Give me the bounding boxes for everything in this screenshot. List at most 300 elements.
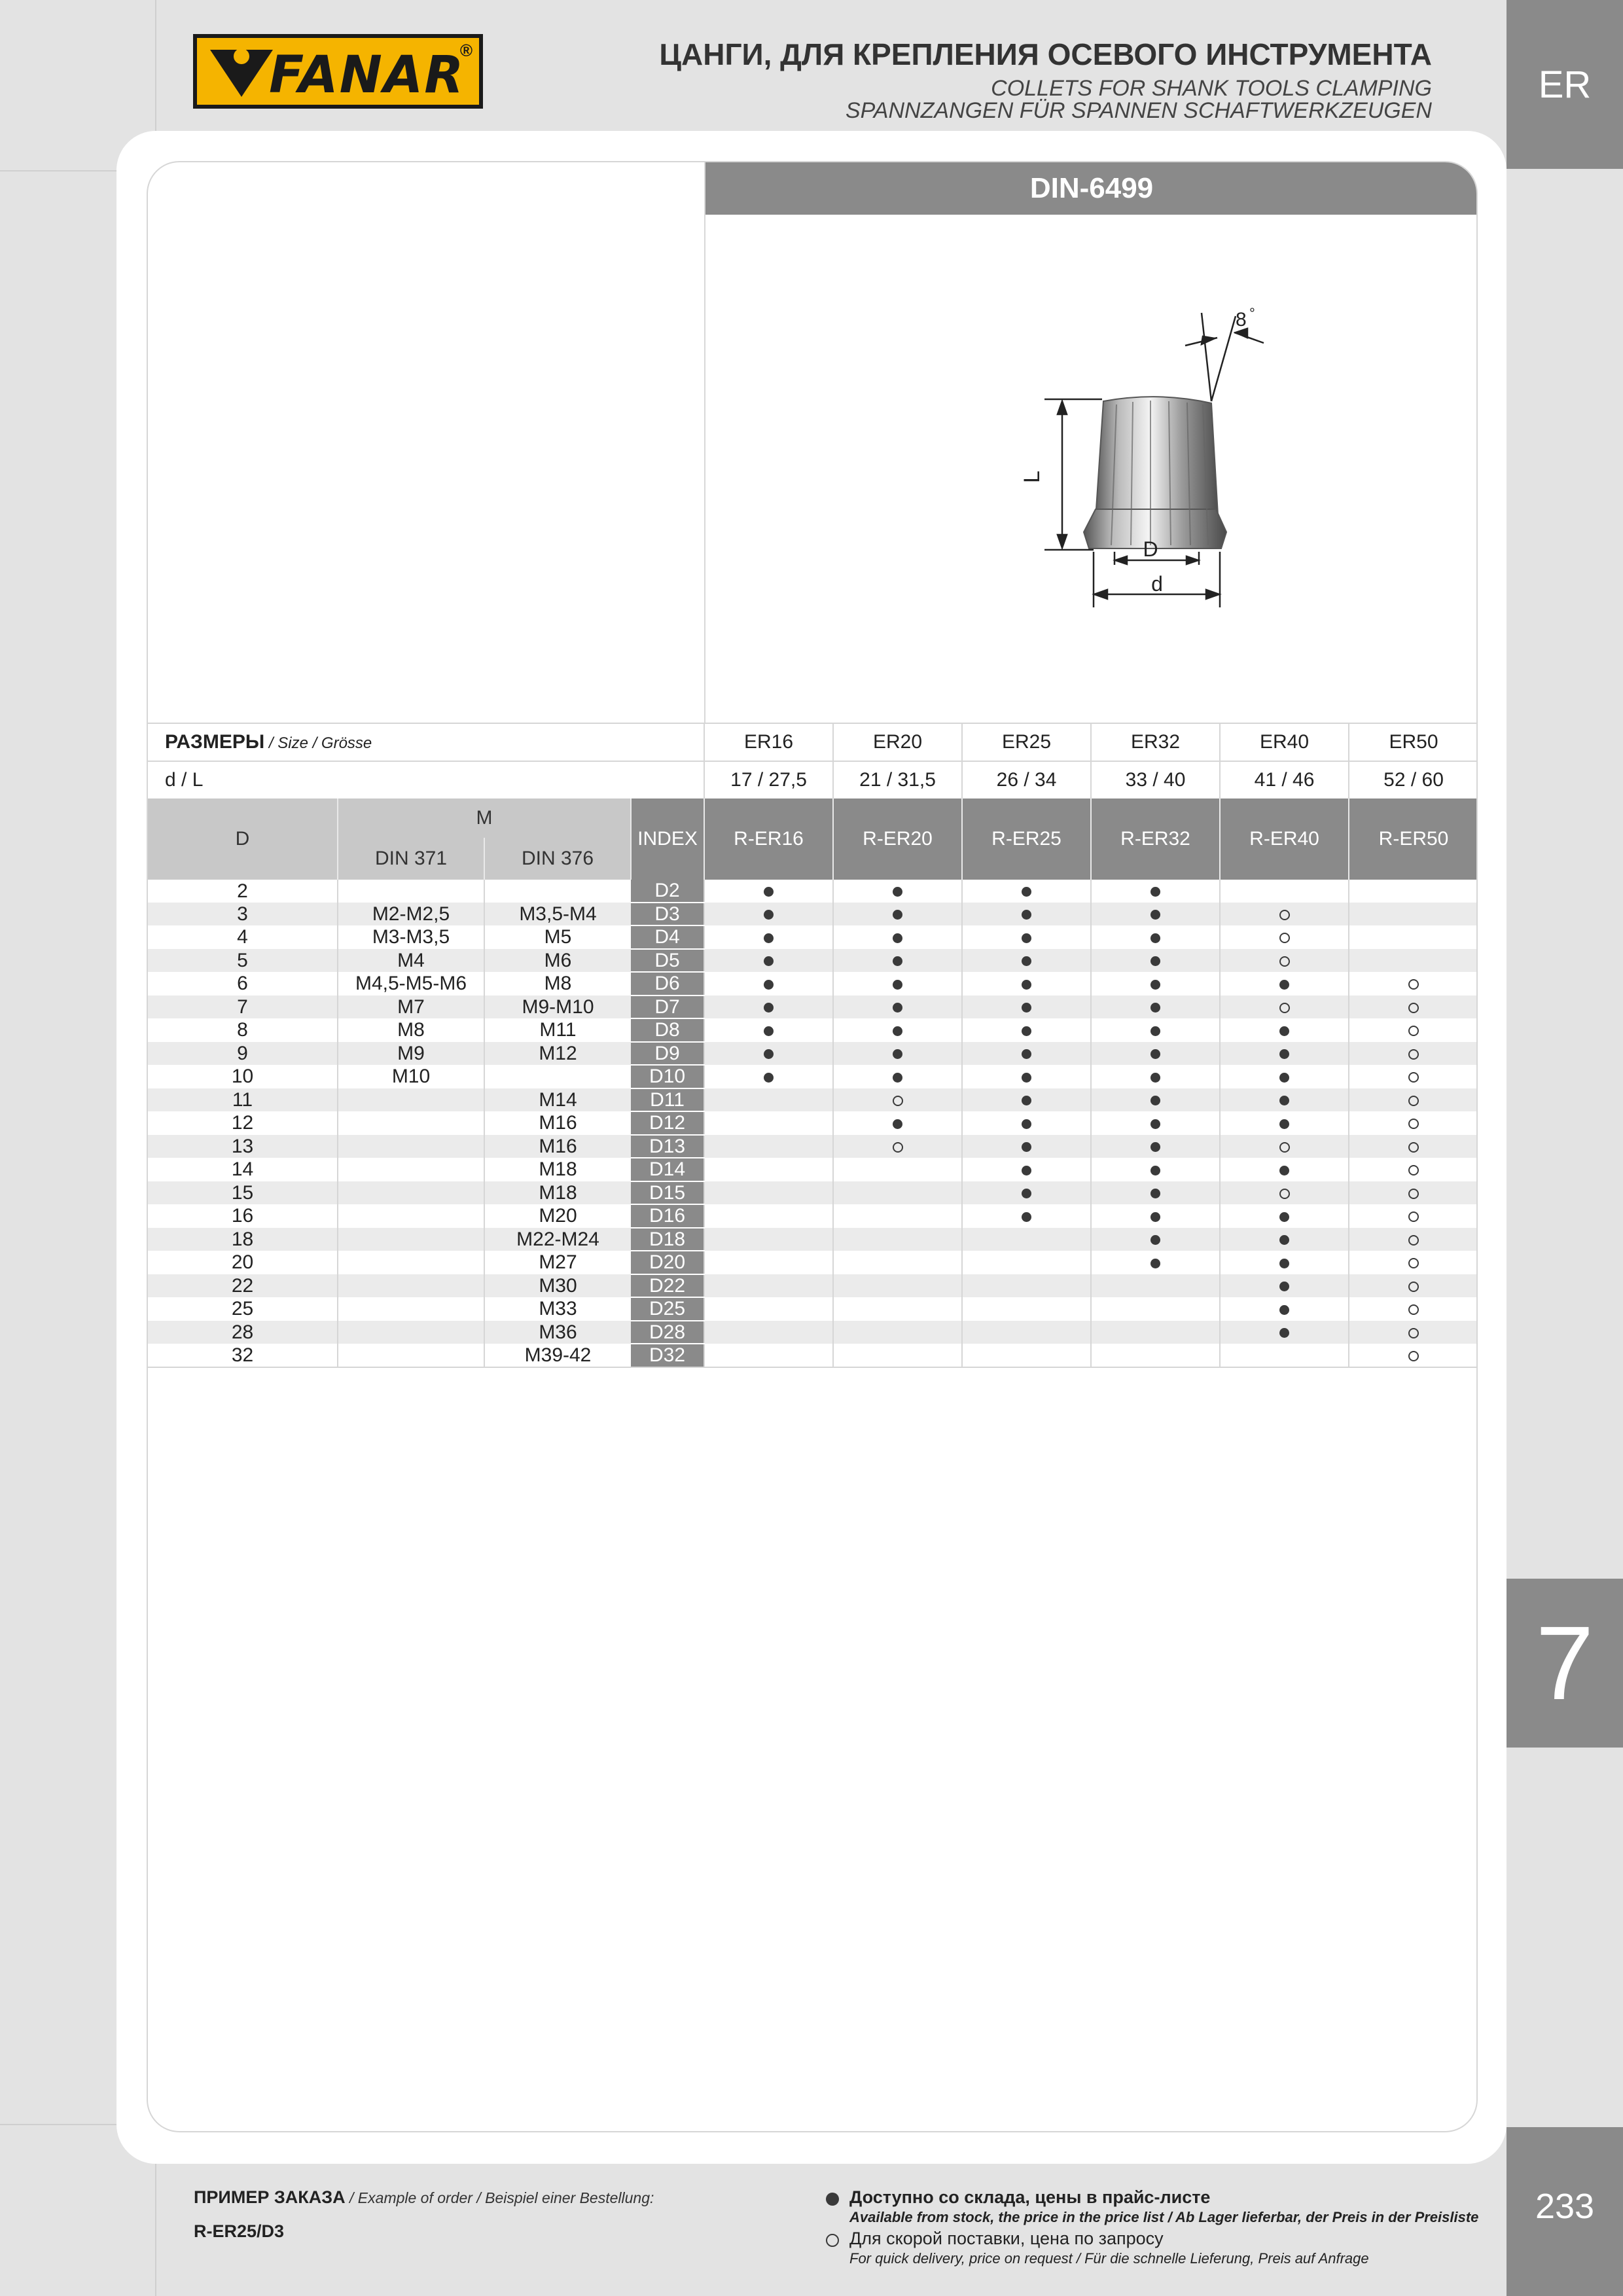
- cell-availability: [962, 1018, 1091, 1042]
- cell-availability: [1349, 1111, 1478, 1135]
- cell-d: 25: [231, 1298, 254, 1320]
- on-request-dot-icon: [1408, 1026, 1419, 1036]
- cell-index: D7: [631, 996, 704, 1019]
- order-label-sub: / Example of order / Beispiel einer Bestellung:: [345, 2189, 654, 2206]
- table-row: [148, 1111, 1478, 1135]
- on-request-dot-icon: [1408, 1049, 1419, 1060]
- in-stock-dot-icon: [1279, 1305, 1289, 1315]
- on-request-dot-icon: [1408, 1282, 1419, 1292]
- cell-din371: [338, 1181, 484, 1205]
- cell-availability: [833, 1042, 962, 1066]
- size-label-sub: / Size / Grösse: [264, 734, 372, 752]
- cell-din376: M39-42: [484, 1344, 631, 1367]
- cell-availability: [704, 1181, 833, 1205]
- cell-index: D18: [631, 1228, 704, 1251]
- size-er25: ER25: [962, 723, 1091, 761]
- col-header-D: D: [148, 798, 338, 880]
- cell-din371: M10: [338, 1065, 484, 1088]
- cell-availability: [704, 1018, 833, 1042]
- col-header-din376: DIN 376: [484, 838, 631, 880]
- in-stock-dot-icon: [1150, 1119, 1160, 1129]
- on-request-dot-icon: [893, 1096, 903, 1106]
- cell-din376: M16: [484, 1135, 631, 1158]
- page-title-ru: ЦАНГИ, ДЛЯ КРЕПЛЕНИЯ ОСЕВОГО ИНСТРУМЕНТА: [659, 37, 1432, 71]
- cell-d: 3: [148, 903, 338, 926]
- cell-d: 6: [237, 973, 248, 995]
- cell-availability: [962, 880, 1091, 903]
- legend-stock: [826, 2187, 1478, 2226]
- legend-stock-sub: Available from stock, the price in the price list / Ab Lager lieferbar, der Preis in der Preisliste: [849, 2209, 1479, 2225]
- cell-index: D8: [631, 1018, 704, 1042]
- in-stock-dot-icon: [893, 910, 902, 920]
- in-stock-dot-icon: [1022, 980, 1031, 990]
- header-row-1: [148, 798, 1478, 838]
- cell-availability: [1220, 1251, 1349, 1274]
- on-request-dot-icon: [1408, 1072, 1419, 1083]
- dl-er25: 26 / 34: [962, 761, 1091, 798]
- dl-er40: 41 / 46: [1220, 761, 1349, 798]
- cell-d: 13: [148, 1135, 338, 1158]
- cell-availability: [962, 949, 1091, 973]
- cell-availability: [704, 1204, 833, 1228]
- cell-din376: M36: [484, 1321, 631, 1344]
- cell-din376: M18: [484, 1158, 631, 1181]
- dl-er16: 17 / 27,5: [704, 761, 833, 798]
- code-r-er50: R-ER50: [1349, 798, 1478, 880]
- in-stock-dot-icon: [893, 887, 902, 897]
- cell-din376: M22-M24: [484, 1228, 631, 1251]
- legend-request-ru: Для скорой поставки, цена по запросу: [849, 2229, 1164, 2248]
- cell-din371: M7: [338, 996, 484, 1019]
- cell-availability: [704, 1297, 833, 1321]
- in-stock-dot-icon: [1150, 1003, 1160, 1013]
- col-header-M: M: [338, 798, 631, 838]
- table-row: [148, 1018, 1478, 1042]
- in-stock-dot-icon: [893, 1049, 902, 1059]
- in-stock-dot-icon: [1022, 956, 1031, 966]
- cell-availability: [962, 1321, 1091, 1344]
- cell-din371: M4: [338, 949, 484, 973]
- cell-din376: M27: [484, 1251, 631, 1274]
- cell-availability: [1349, 1065, 1478, 1088]
- cell-availability: [1091, 1018, 1220, 1042]
- cell-din376: [484, 880, 631, 903]
- cell-d: 22: [148, 1274, 338, 1298]
- cell-availability: [1220, 1018, 1349, 1042]
- cell-availability: [962, 1181, 1091, 1205]
- on-request-dot-icon: [1408, 1211, 1419, 1222]
- code-r-er25: R-ER25: [962, 798, 1091, 880]
- logo-registered: ®: [459, 41, 473, 60]
- table-row: [148, 880, 1478, 903]
- cell-availability: [704, 1042, 833, 1066]
- cell-availability: [962, 1228, 1091, 1251]
- in-stock-dot-icon: [1150, 1189, 1160, 1198]
- size-row: [148, 723, 1478, 761]
- cell-din376: M9-M10: [484, 996, 631, 1019]
- size-er20: ER20: [833, 723, 962, 761]
- cell-availability: [1220, 1321, 1349, 1344]
- cell-availability: [704, 1228, 833, 1251]
- cell-index: D13: [631, 1135, 704, 1158]
- cell-index: D32: [631, 1344, 704, 1367]
- cell-availability: [1220, 1274, 1349, 1298]
- cell-availability: [1349, 972, 1478, 996]
- cell-din371: M9: [338, 1042, 484, 1066]
- cell-availability: [704, 949, 833, 973]
- cell-availability: [833, 1135, 962, 1158]
- cell-availability: [962, 1111, 1091, 1135]
- in-stock-dot-icon: [1279, 1259, 1289, 1268]
- cell-din371: M4,5-M5-M6: [338, 972, 484, 996]
- table-row: [148, 996, 1478, 1019]
- in-stock-dot-icon: [893, 1119, 902, 1129]
- on-request-dot-icon: [1279, 1142, 1290, 1153]
- in-stock-dot-icon: [1022, 910, 1031, 920]
- cell-availability: [833, 972, 962, 996]
- cell-d: 18: [148, 1228, 338, 1251]
- table-row: [148, 1088, 1478, 1112]
- dl-er50: 52 / 60: [1349, 761, 1478, 798]
- in-stock-dot-icon: [1150, 1073, 1160, 1083]
- cell-availability: [962, 1344, 1091, 1367]
- cell-availability: [833, 1297, 962, 1321]
- cell-availability: [962, 1274, 1091, 1298]
- cell-index: D2: [631, 880, 704, 903]
- on-request-dot-icon: [1408, 1235, 1419, 1246]
- table-row: [148, 1297, 1478, 1321]
- on-request-dot-icon: [1408, 1003, 1419, 1013]
- cell-index: D22: [631, 1274, 704, 1298]
- page-title-en: COLLETS FOR SHANK TOOLS CLAMPING: [991, 76, 1432, 101]
- col-header-index: INDEX: [631, 798, 704, 880]
- cell-din371: [338, 1228, 484, 1251]
- table-row: [148, 1251, 1478, 1274]
- collet-size-table: [148, 723, 1478, 1368]
- cell-availability: [1349, 925, 1478, 949]
- in-stock-dot-icon: [1279, 1096, 1289, 1105]
- cell-d: 16: [231, 1205, 254, 1227]
- in-stock-dot-icon: [1279, 980, 1289, 990]
- page-number: 233: [1507, 2127, 1623, 2296]
- cell-availability: [704, 1088, 833, 1112]
- on-request-dot-icon: [1408, 1304, 1419, 1315]
- cell-din371: M3-M3,5: [338, 925, 484, 949]
- cell-availability: [1091, 1344, 1220, 1367]
- cell-index: D4: [631, 925, 704, 949]
- on-request-dot-icon: [1408, 1351, 1419, 1361]
- in-stock-dot-icon: [764, 1073, 774, 1083]
- cell-availability: [962, 1204, 1091, 1228]
- cell-d: 9: [148, 1042, 338, 1066]
- legend-request-sub: For quick delivery, price on request / Für die schnelle Lieferung, Preis auf Anfrage: [849, 2250, 1369, 2267]
- dl-er32: 33 / 40: [1091, 761, 1220, 798]
- cell-availability: [704, 1344, 833, 1367]
- cell-availability: [833, 1158, 962, 1181]
- in-stock-dot-icon: [764, 956, 774, 966]
- cell-availability: [704, 1111, 833, 1135]
- in-stock-dot-icon: [1022, 1119, 1031, 1129]
- on-request-dot-icon: [1279, 956, 1290, 967]
- table-row: [148, 925, 1478, 949]
- cell-availability: [1091, 1088, 1220, 1112]
- table-row: [148, 1065, 1478, 1088]
- dl-label: d / L: [148, 761, 704, 798]
- cell-availability: [1349, 1274, 1478, 1298]
- in-stock-dot-icon: [1022, 1096, 1031, 1105]
- content-frame: [147, 161, 1478, 2132]
- cell-index: D5: [631, 949, 704, 973]
- cell-availability: [1220, 996, 1349, 1019]
- code-r-er32: R-ER32: [1091, 798, 1220, 880]
- in-stock-dot-icon: [1150, 1049, 1160, 1059]
- dim-label-degree: °: [1249, 305, 1255, 321]
- standard-header: DIN-6499: [705, 162, 1478, 215]
- cell-availability: [962, 1088, 1091, 1112]
- cell-availability: [833, 1088, 962, 1112]
- in-stock-dot-icon: [893, 1073, 902, 1083]
- cell-availability: [704, 903, 833, 926]
- cell-index: D9: [631, 1042, 704, 1066]
- dim-label-d: d: [1151, 572, 1163, 596]
- in-stock-dot-icon: [1150, 1235, 1160, 1245]
- size-er16: ER16: [704, 723, 833, 761]
- cell-availability: [704, 1158, 833, 1181]
- cell-availability: [1349, 1088, 1478, 1112]
- cell-availability: [833, 949, 962, 973]
- cell-availability: [1091, 996, 1220, 1019]
- in-stock-dot-icon: [1022, 1212, 1031, 1222]
- cell-availability: [1349, 949, 1478, 973]
- cell-availability: [704, 1274, 833, 1298]
- cell-availability: [1349, 1204, 1478, 1228]
- cell-din376: M33: [484, 1297, 631, 1321]
- collet-drawing: [986, 287, 1378, 653]
- in-stock-dot-icon: [1022, 1049, 1031, 1059]
- in-stock-dot-icon: [764, 887, 774, 897]
- cell-din371: [338, 1088, 484, 1112]
- cell-din376: M18: [484, 1181, 631, 1205]
- cell-availability: [704, 972, 833, 996]
- cell-index: D6: [631, 972, 704, 996]
- cell-din376: M3,5-M4: [484, 903, 631, 926]
- cell-availability: [1091, 949, 1220, 973]
- in-stock-dot-icon: [893, 956, 902, 966]
- cell-availability: [1091, 1111, 1220, 1135]
- cell-availability: [833, 1181, 962, 1205]
- dl-er20: 21 / 31,5: [833, 761, 962, 798]
- cell-availability: [833, 1204, 962, 1228]
- cell-availability: [833, 1111, 962, 1135]
- cell-din371: [338, 1344, 484, 1367]
- cell-availability: [1349, 1158, 1478, 1181]
- in-stock-dot-icon: [1279, 1328, 1289, 1338]
- table-row: [148, 972, 1478, 996]
- table-row: [148, 1228, 1478, 1251]
- table-row: [148, 1344, 1478, 1367]
- table-row: [148, 1158, 1478, 1181]
- table-row: [148, 1274, 1478, 1298]
- cell-availability: [962, 1065, 1091, 1088]
- cell-availability: [704, 1065, 833, 1088]
- cell-availability: [1349, 1135, 1478, 1158]
- cell-availability: [1349, 1321, 1478, 1344]
- cell-din371: [338, 880, 484, 903]
- on-request-dot-icon: [1408, 1328, 1419, 1338]
- cell-din376: M8: [484, 972, 631, 996]
- in-stock-dot-icon: [764, 980, 774, 990]
- in-stock-dot-icon: [1150, 1096, 1160, 1105]
- cell-availability: [1220, 1158, 1349, 1181]
- table-row: [148, 1181, 1478, 1205]
- table-row: [148, 1204, 1478, 1228]
- in-stock-dot-icon: [1022, 1189, 1031, 1198]
- cell-availability: [1349, 996, 1478, 1019]
- collet-body: [1084, 397, 1226, 548]
- cell-availability: [1220, 880, 1349, 903]
- cell-index: D25: [631, 1297, 704, 1321]
- in-stock-dot-icon: [764, 1049, 774, 1059]
- cell-availability: [833, 1018, 962, 1042]
- size-er32: ER32: [1091, 723, 1220, 761]
- dim-label-D: D: [1143, 537, 1158, 561]
- cell-availability: [1091, 880, 1220, 903]
- order-label-ru: ПРИМЕР ЗАКАЗА: [194, 2187, 346, 2207]
- table-row: [148, 903, 1478, 926]
- open-dot-icon: [826, 2234, 839, 2247]
- cell-availability: [833, 903, 962, 926]
- cell-din376: M16: [484, 1111, 631, 1135]
- in-stock-dot-icon: [1150, 980, 1160, 990]
- cell-d: 32: [148, 1344, 338, 1367]
- cell-availability: [1220, 1344, 1349, 1367]
- cell-din371: [338, 1274, 484, 1298]
- cell-availability: [833, 996, 962, 1019]
- cell-din376: M11: [484, 1018, 631, 1042]
- cell-din376: M14: [484, 1088, 631, 1112]
- cell-availability: [1220, 1297, 1349, 1321]
- cell-availability: [962, 972, 1091, 996]
- cell-availability: [1091, 925, 1220, 949]
- cell-availability: [962, 1042, 1091, 1066]
- dim-label-angle: 8: [1236, 309, 1247, 331]
- table-row: [148, 1135, 1478, 1158]
- on-request-dot-icon: [1408, 1258, 1419, 1268]
- cell-availability: [704, 1321, 833, 1344]
- cell-d: 28: [148, 1321, 338, 1344]
- in-stock-dot-icon: [764, 933, 774, 943]
- cell-availability: [1349, 1181, 1478, 1205]
- in-stock-dot-icon: [1150, 1166, 1160, 1175]
- cell-availability: [1091, 1135, 1220, 1158]
- in-stock-dot-icon: [1022, 1003, 1031, 1013]
- cell-availability: [1091, 903, 1220, 926]
- cell-index: D10: [631, 1065, 704, 1088]
- in-stock-dot-icon: [764, 1003, 774, 1013]
- cell-availability: [1349, 903, 1478, 926]
- cell-availability: [1220, 949, 1349, 973]
- cell-d: 2: [237, 880, 248, 902]
- order-example-code: R-ER25/D3: [194, 2221, 285, 2241]
- availability-legend: [826, 2187, 1478, 2267]
- cell-index: D28: [631, 1321, 704, 1344]
- cell-d: 12: [231, 1112, 254, 1134]
- on-request-dot-icon: [1408, 979, 1419, 990]
- cell-din371: M8: [338, 1018, 484, 1042]
- in-stock-dot-icon: [1279, 1282, 1289, 1291]
- cell-availability: [962, 903, 1091, 926]
- in-stock-dot-icon: [1279, 1235, 1289, 1245]
- in-stock-dot-icon: [1150, 1142, 1160, 1152]
- cell-availability: [1091, 1321, 1220, 1344]
- in-stock-dot-icon: [1279, 1212, 1289, 1222]
- cell-availability: [704, 1135, 833, 1158]
- cell-din376: M30: [484, 1274, 631, 1298]
- in-stock-dot-icon: [1279, 1026, 1289, 1036]
- in-stock-dot-icon: [1150, 933, 1160, 943]
- cell-availability: [833, 1228, 962, 1251]
- cell-availability: [1220, 1088, 1349, 1112]
- cell-index: D15: [631, 1181, 704, 1205]
- in-stock-dot-icon: [1279, 1073, 1289, 1083]
- fanar-logo: [193, 34, 483, 109]
- cell-index: D20: [631, 1251, 704, 1274]
- cell-availability: [1349, 1042, 1478, 1066]
- cell-din371: [338, 1204, 484, 1228]
- cell-d: 5: [148, 949, 338, 973]
- filled-dot-icon: [826, 2193, 839, 2206]
- cell-d: 11: [148, 1088, 338, 1112]
- cell-availability: [1091, 1181, 1220, 1205]
- cell-din376: M12: [484, 1042, 631, 1066]
- in-stock-dot-icon: [764, 910, 774, 920]
- on-request-dot-icon: [893, 1142, 903, 1153]
- page-title-de: SPANNZANGEN FÜR SPANNEN SCHAFTWERKZEUGEN: [845, 98, 1432, 123]
- cell-availability: [833, 1251, 962, 1274]
- cell-availability: [1220, 925, 1349, 949]
- on-request-dot-icon: [1408, 1189, 1419, 1199]
- size-er40: ER40: [1220, 723, 1349, 761]
- cell-availability: [1349, 1251, 1478, 1274]
- legend-request: [826, 2229, 1478, 2267]
- section-tab: ER: [1507, 0, 1623, 169]
- in-stock-dot-icon: [764, 1026, 774, 1036]
- in-stock-dot-icon: [1022, 933, 1031, 943]
- cell-din371: [338, 1297, 484, 1321]
- cell-availability: [1091, 1297, 1220, 1321]
- cell-din371: [338, 1111, 484, 1135]
- in-stock-dot-icon: [1022, 1166, 1031, 1175]
- code-r-er40: R-ER40: [1220, 798, 1349, 880]
- in-stock-dot-icon: [893, 933, 902, 943]
- cell-availability: [1220, 903, 1349, 926]
- cell-availability: [1220, 1228, 1349, 1251]
- on-request-dot-icon: [1408, 1165, 1419, 1175]
- cell-availability: [1091, 1042, 1220, 1066]
- cell-availability: [1349, 1018, 1478, 1042]
- cell-d: 20: [231, 1251, 254, 1274]
- chapter-tab: 7: [1507, 1579, 1623, 1748]
- table-row: [148, 1042, 1478, 1066]
- cell-availability: [704, 1251, 833, 1274]
- cell-availability: [1349, 1228, 1478, 1251]
- in-stock-dot-icon: [1279, 1049, 1289, 1059]
- code-r-er20: R-ER20: [833, 798, 962, 880]
- cell-availability: [1091, 1158, 1220, 1181]
- cell-availability: [704, 880, 833, 903]
- cell-availability: [833, 1321, 962, 1344]
- cell-availability: [1349, 1344, 1478, 1367]
